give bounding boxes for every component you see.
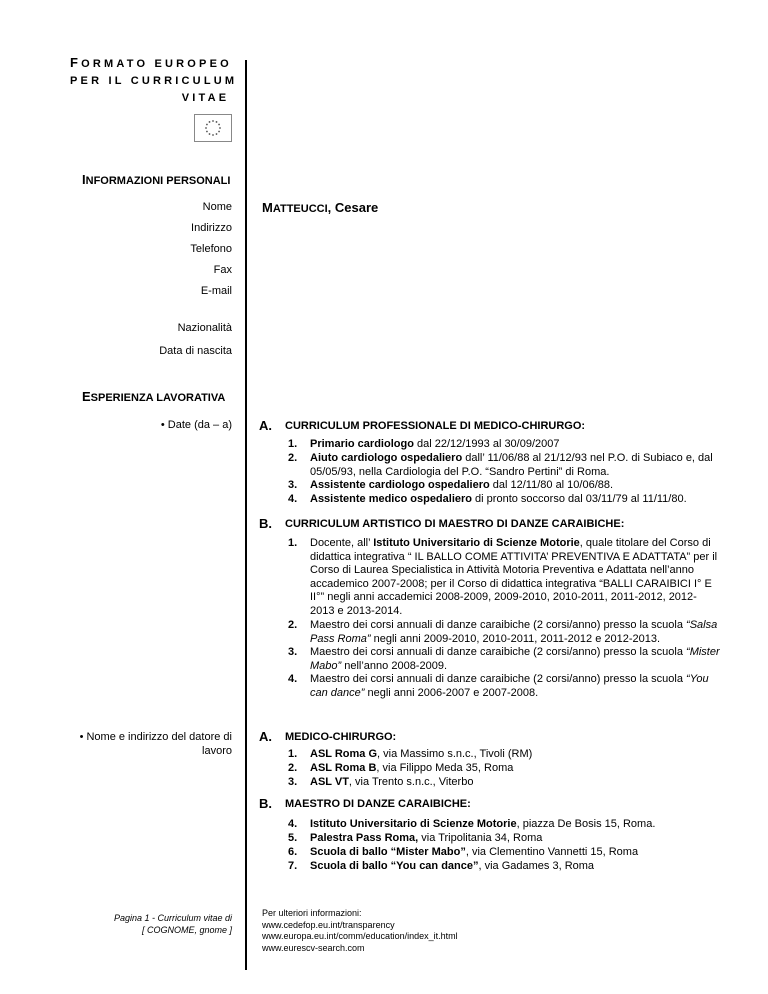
name-cap: M <box>262 200 273 215</box>
label-nazionalita: Nazionalità <box>177 322 232 334</box>
item-number: 2. <box>288 452 298 464</box>
block-a-letter: A. <box>259 418 272 433</box>
flag-star <box>206 131 208 133</box>
item-number: 3. <box>288 646 298 658</box>
item-text: dall’ 11/06/88 al 21/12/93 nel P.O. di Subiaco e, dal 05/05/93, nella Cardiologia del P.O. “Sandro Pertini” di Roma. <box>310 452 713 478</box>
block-b-letter: B. <box>259 516 272 531</box>
label-fax: Fax <box>213 264 232 276</box>
flag-star <box>219 127 221 129</box>
item-bold: Palestra Pass Roma, <box>310 832 419 844</box>
list-item <box>288 748 720 762</box>
name-small: ATTEUCCI <box>272 203 328 215</box>
header-line3: VITAE <box>181 92 230 104</box>
item-number: 5. <box>288 832 298 844</box>
block-a-title: CURRICULUM PROFESSIONALE DI MEDICO-CHIRURGO: <box>285 420 586 432</box>
item-text: , via Filippo Meda 35, Roma <box>376 762 514 774</box>
item-number: 3. <box>288 776 298 788</box>
header-line2: PER IL CURRICULUM <box>70 75 238 87</box>
item-text: dal 12/11/80 al 10/06/88. <box>489 479 614 491</box>
label-employer <box>80 730 232 758</box>
item-text: Maestro dei corsi annuali di danze caraibiche (2 corsi/anno) presso la scuola <box>310 619 687 631</box>
item-bold: Assistente medico ospedaliero <box>310 493 472 505</box>
block-d-letter: B. <box>259 796 272 811</box>
flag-star <box>212 134 214 136</box>
section-cap: E <box>82 389 91 404</box>
item-text: nell’anno 2008-2009. <box>341 659 447 672</box>
item-number: 1. <box>288 438 298 450</box>
label-dates: • Date (da – a) <box>160 419 232 431</box>
list-item <box>288 762 720 776</box>
block-d-title: MAESTRO DI DANZE CARAIBICHE: <box>285 798 471 810</box>
flag-star <box>212 120 214 122</box>
section-personal-info <box>82 172 230 187</box>
item-text: negli anni 2006-2007 e 2007-2008. <box>364 686 539 699</box>
item-text: via Tripolitania 34, Roma <box>418 832 543 844</box>
item-number: 2. <box>288 762 298 774</box>
label-telefono: Telefono <box>190 243 232 255</box>
item-bold: Aiuto cardiologo ospedaliero <box>310 452 463 464</box>
item-bold: Assistente cardiologo ospedaliero <box>310 479 490 491</box>
section-cap: I <box>82 172 86 187</box>
label-data-nascita: Data di nascita <box>159 345 232 357</box>
item-number: 1. <box>288 537 298 549</box>
item-italic: “You can dance” <box>310 673 709 699</box>
footer-link[interactable]: www.europa.eu.int/comm/education/index_it.html <box>262 931 458 941</box>
list-item <box>288 832 720 846</box>
list-item <box>288 493 720 507</box>
list-item <box>288 860 720 874</box>
block-c-title: MEDICO-CHIRURGO: <box>285 731 397 743</box>
item-bold: Scuola di ballo “Mister Mabo” <box>310 846 466 858</box>
section-rest: SPERIENZA LAVORATIVA <box>90 392 226 404</box>
flag-star <box>209 133 211 135</box>
item-bold: Istituto Universitario di Scienze Motorie <box>373 537 580 549</box>
footer-links <box>262 908 458 954</box>
item-number: 4. <box>288 818 298 830</box>
label-indirizzo: Indirizzo <box>191 222 232 234</box>
name-rest: , Cesare <box>327 200 379 215</box>
footer-page-line2: [ COGNOME, gnome ] <box>141 925 232 935</box>
list-item <box>288 438 720 452</box>
footer-link[interactable]: www.cedefop.eu.int/transparency <box>262 919 395 930</box>
item-text: , piazza De Bosis 15, Roma. <box>516 818 656 830</box>
item-text: Docente, all’ <box>310 537 374 549</box>
label-employer-line2: lavoro <box>202 745 232 757</box>
item-text: , via Massimo s.n.c., Tivoli (RM) <box>377 748 533 760</box>
item-bold: Primario cardiologo <box>310 438 414 450</box>
item-bold: ASL Roma B <box>310 762 377 774</box>
item-text: , quale titolare del Corso di didattica integrativa “ IL BALLO COME ATTIVITA’ PREVENTIVA E ADATTATA” per il Corso di Laurea Specialistica in Attività Motoria Preventiva e Adattata nell’anno accademico 2007-2008; per il Corso di didattica integrativa “BALLI CARAIBICI I° E II°” negli anni accademici 2008-2009, 2009-2010, 2010-2011, 2011-2012, 2012-2013 e 2013-2014. <box>310 537 718 617</box>
item-number: 3. <box>288 479 298 491</box>
label-email: E-mail <box>200 285 232 297</box>
item-italic: “Mister Mabo” <box>310 646 720 672</box>
item-number: 4. <box>288 493 298 505</box>
label-employer-line1: • Nome e indirizzo del datore di <box>79 731 232 743</box>
item-text: negli anni 2009-2010, 2010-2011, 2011-2012 e 2012-2013. <box>370 632 661 645</box>
block-c-letter: A. <box>259 729 272 744</box>
item-text: Maestro dei corsi annuali di danze caraibiche (2 corsi/anno) presso la scuola <box>310 673 687 685</box>
list-item <box>288 818 720 832</box>
section-rest: NFORMAZIONI PERSONALI <box>85 175 231 187</box>
flag-star <box>205 127 207 129</box>
item-number: 7. <box>288 860 298 872</box>
flag-star <box>209 121 211 123</box>
flag-star <box>218 131 220 133</box>
list-item <box>288 619 720 646</box>
eu-flag-icon <box>194 114 232 142</box>
item-number: 1. <box>288 748 298 760</box>
item-italic: “Salsa Pass Roma” <box>310 619 718 645</box>
item-text: , via Clementino Vannetti 15, Roma <box>465 846 639 858</box>
list-item <box>288 537 720 618</box>
item-text: , via Gadames 3, Roma <box>478 860 595 872</box>
item-bold: Scuola di ballo “You can dance” <box>310 860 479 872</box>
flag-star <box>218 124 220 126</box>
item-text: , via Trento s.n.c., Viterbo <box>348 776 474 788</box>
footer-page-info <box>114 912 232 936</box>
label-nome: Nome <box>202 201 232 213</box>
item-bold: ASL Roma G <box>310 748 378 760</box>
list-item <box>288 479 720 493</box>
item-bold: Istituto Universitario di Scienze Motorie <box>310 818 517 830</box>
item-text: Maestro dei corsi annuali di danze caraibiche (2 corsi/anno) presso la scuola <box>310 646 687 658</box>
block-b-title: CURRICULUM ARTISTICO DI MAESTRO DI DANZE CARAIBICHE: <box>285 518 625 530</box>
footer-info-label: Per ulteriori informazioni: <box>262 908 362 918</box>
flag-star <box>216 133 218 135</box>
list-item <box>288 452 720 479</box>
item-bold: ASL VT <box>310 776 349 788</box>
item-text: di pronto soccorso dal 03/11/79 al 11/11/80. <box>472 493 687 505</box>
item-number: 2. <box>288 619 298 631</box>
list-item <box>288 776 720 790</box>
footer-link[interactable]: www.eurescv-search.com <box>262 942 365 953</box>
flag-star <box>206 124 208 126</box>
item-text: dal 22/12/1993 al 30/09/2007 <box>413 438 560 450</box>
list-item <box>288 846 720 860</box>
header-cap: F <box>70 55 82 70</box>
item-number: 6. <box>288 846 298 858</box>
list-item <box>288 673 720 700</box>
section-work-experience <box>82 389 225 404</box>
cv-header-title <box>70 54 237 107</box>
header-line1: ORMATO EUROPEO <box>81 58 232 70</box>
person-name <box>262 200 378 215</box>
vertical-divider <box>245 60 247 970</box>
list-item <box>288 646 720 673</box>
footer-page-line1: Pagina 1 - Curriculum vitae di <box>113 913 232 923</box>
item-number: 4. <box>288 673 298 685</box>
flag-star <box>216 121 218 123</box>
